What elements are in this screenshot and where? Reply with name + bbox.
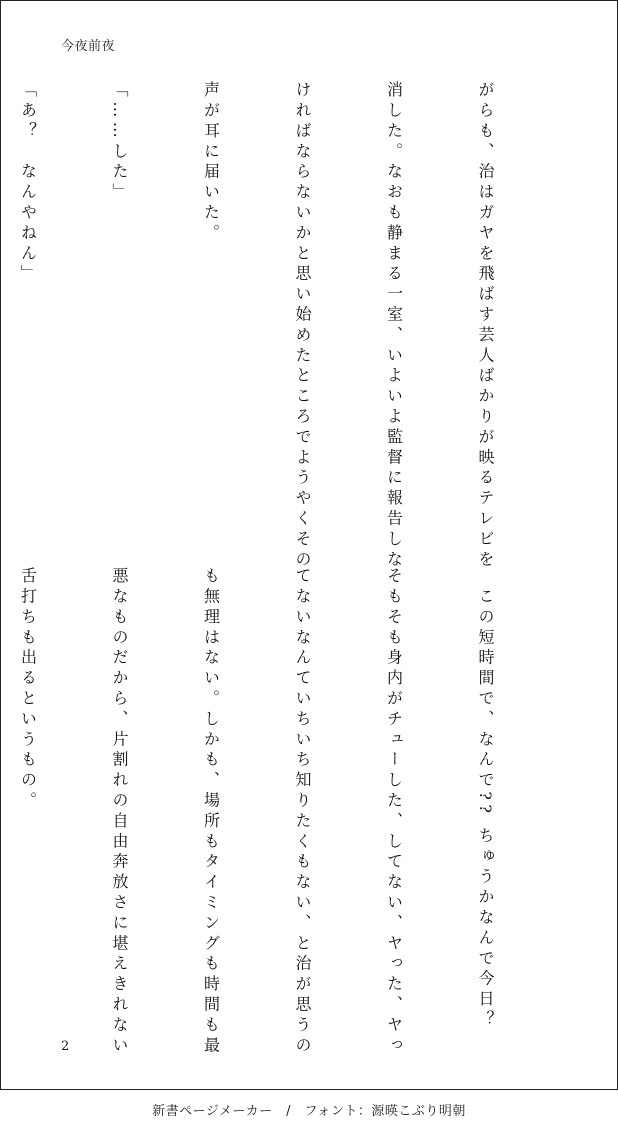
text-line: 「……した」 [110,81,129,204]
text-line: この短時間で、なんで?? ちゅうかなんで今日？ [476,567,495,1031]
text-line: てないなんていちいち知りたくもない、と治が思うの [293,567,312,1057]
upper-text-block [18,81,561,571]
text-line: も無理はない。しかも、場所もタイミングも時間も最 [201,567,221,1057]
footer-credit: 新書ページメーカー / フォント：源暎こぶり明朝 [152,1104,466,1119]
text-line: がらも、治はガヤを飛ばす芸人ばかりが映るテレビを [476,81,495,571]
text-line: 消した。なおも静まる一室、いよいよ監督に報告しな [384,81,404,571]
text-line: 「あ？ なんやねん」 [18,81,38,285]
page-number: 2 [61,1039,70,1054]
text-line: 舌打ちも出るというもの。 [18,567,38,812]
page-header-title: 今夜前夜 [61,39,116,54]
text-line: 声が耳に届いた。 [201,81,221,245]
text-line: 悪なものだから、片割れの自由奔放さに堪えきれない [110,567,129,1057]
lower-text-block [18,567,561,1057]
text-line: そもそも身内がチューした、してない、ヤった、ヤっ [384,567,404,1057]
text-line: ければならないかと思い始めたところでようやくその [293,81,312,571]
